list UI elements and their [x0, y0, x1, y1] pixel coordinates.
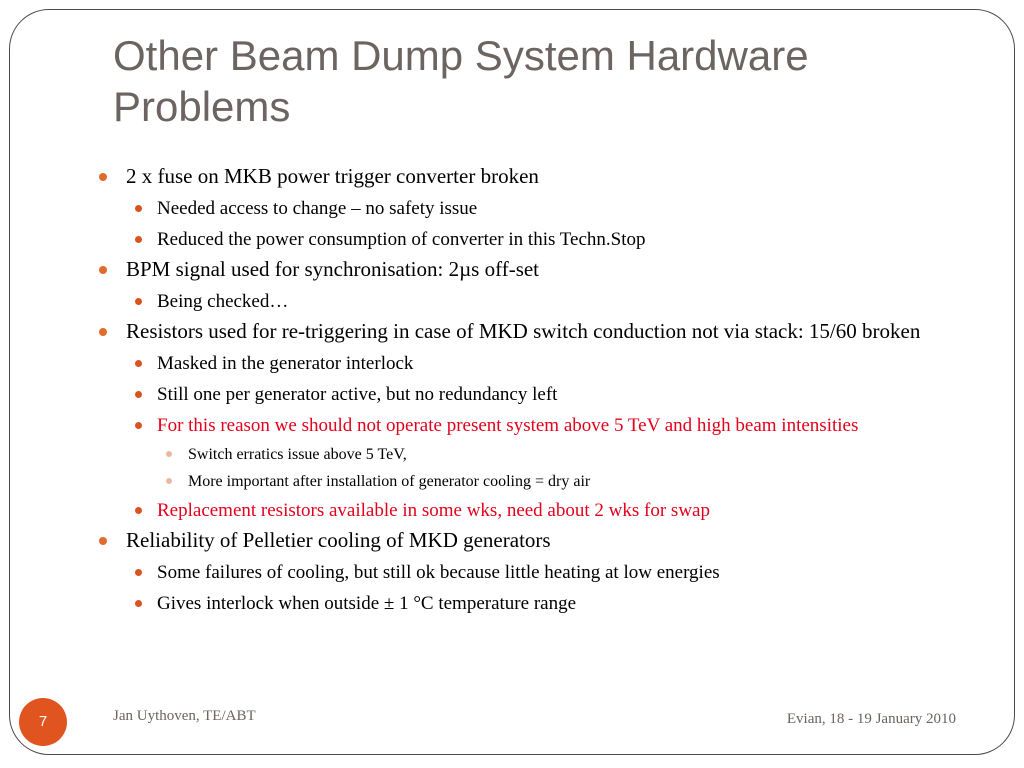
bullet-icon — [135, 507, 142, 514]
bullet-icon — [99, 173, 107, 181]
bullet-icon — [99, 537, 107, 545]
bullet-icon — [99, 266, 107, 274]
sub-bullet-item-highlighted — [90, 498, 970, 523]
slide-title: Other Beam Dump System Hardware Problems — [113, 32, 809, 130]
sub-sub-bullet-item — [90, 444, 970, 465]
footer-event-date: Evian, 18 - 19 January 2010 — [786, 711, 956, 727]
sub-bullet-item — [90, 289, 970, 314]
bullet-icon — [166, 451, 172, 457]
footer-author: Jan Uythoven, TE/ABT — [113, 708, 256, 724]
bullet-text: More important after installation of generator cooling = dry air — [188, 473, 591, 490]
bullet-text: Needed access to change – no safety issue — [157, 198, 478, 219]
bullet-item — [90, 318, 970, 345]
bullet-icon — [99, 328, 107, 336]
page-number-badge: 7 — [19, 698, 67, 746]
sub-bullet-item — [90, 382, 970, 407]
sub-bullet-item — [90, 227, 970, 252]
bullet-icon — [135, 600, 142, 607]
bullet-text: Masked in the generator interlock — [157, 353, 414, 374]
bullet-text: For this reason we should not operate present system above 5 TeV and high beam intensities — [157, 415, 859, 436]
bullet-text: Gives interlock when outside ± 1 °C temperature range — [157, 593, 577, 614]
bullet-text: Reliability of Pelletier cooling of MKD generators — [126, 528, 551, 552]
sub-bullet-item — [90, 351, 970, 376]
sub-bullet-item — [90, 560, 970, 585]
sub-sub-bullet-item — [90, 471, 970, 492]
sub-bullet-item — [90, 591, 970, 616]
bullet-icon — [166, 478, 172, 484]
bullet-text: Being checked… — [157, 291, 289, 312]
bullet-icon — [135, 391, 142, 398]
bullet-list — [90, 163, 970, 616]
sub-bullet-item-highlighted — [90, 413, 970, 438]
bullet-text: Replacement resistors available in some wks, need about 2 wks for swap — [157, 500, 710, 521]
bullet-item — [90, 527, 970, 554]
sub-bullet-item — [90, 196, 970, 221]
bullet-icon — [135, 236, 142, 243]
bullet-icon — [135, 205, 142, 212]
bullet-text: BPM signal used for synchronisation: 2µs off-set — [126, 257, 540, 281]
bullet-text: Still one per generator active, but no redundancy left — [157, 384, 558, 405]
bullet-icon — [135, 422, 142, 429]
bullet-icon — [135, 298, 142, 305]
bullet-text: Switch erratics issue above 5 TeV, — [188, 446, 407, 463]
bullet-text: Reduced the power consumption of converter in this Techn.Stop — [157, 229, 646, 250]
bullet-icon — [135, 360, 142, 367]
bullet-text: Resistors used for re-triggering in case of MKD switch conduction not via stack: 15/60 broken — [126, 319, 921, 343]
bullet-icon — [135, 569, 142, 576]
bullet-item — [90, 163, 970, 190]
bullet-item — [90, 256, 970, 283]
bullet-text: 2 x fuse on MKB power trigger converter broken — [126, 164, 539, 188]
bullet-text: Some failures of cooling, but still ok because little heating at low energies — [157, 562, 720, 583]
